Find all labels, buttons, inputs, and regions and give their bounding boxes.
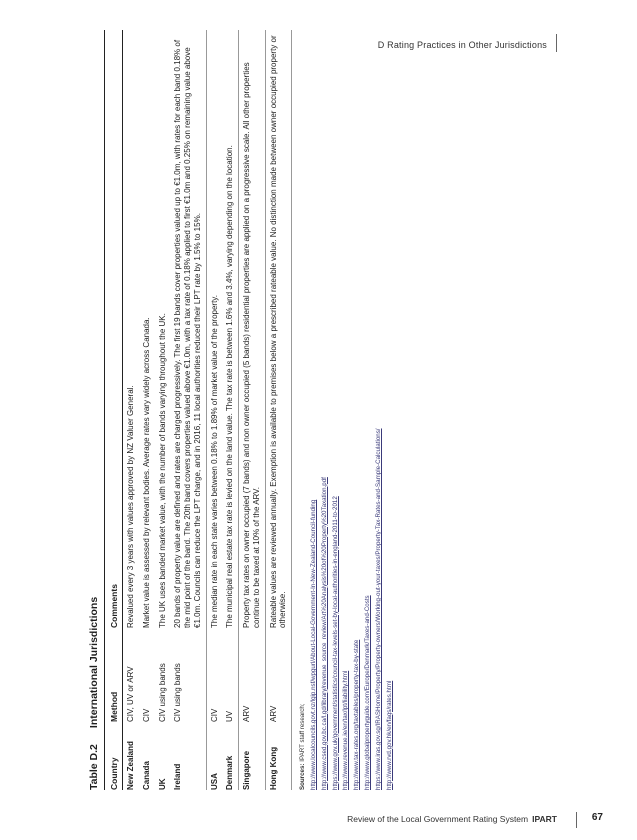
method-cell: CIV, UV or ARV xyxy=(126,666,135,722)
method-cell: CIV using bands xyxy=(157,663,167,722)
source-link[interactable]: http://www.globalpropertyguide.com/Europe/Denmark/Taxes-and-Costs xyxy=(364,595,372,790)
table-row xyxy=(239,30,266,790)
country-cell: New Zealand xyxy=(126,741,135,790)
column-header-country: Country xyxy=(105,722,123,790)
source-link[interactable]: http://www.localcouncils.govt.nz/lgip.nsf/wpgurl/About-Local-Government-In-New-Zealand-Council-funding xyxy=(309,499,317,790)
sources-block xyxy=(298,30,396,790)
sources-heading xyxy=(298,30,309,790)
source-link[interactable]: http://www.tax-rates.org/taxtables/property-tax-by-state xyxy=(353,639,361,790)
table-caption xyxy=(88,30,105,790)
column-header-method: Method xyxy=(105,628,123,722)
sources-label: Sources: xyxy=(299,763,306,790)
source-link[interactable]: https://www.iras.gov.sg/IRASHome/Property/Property-owners/Working-out-your-taxes/Property-Tax-Rates-and-Sample-Calculations/ xyxy=(374,428,382,790)
country-cell: Ireland xyxy=(170,722,206,790)
method-cell: ARV xyxy=(239,628,266,722)
method-cell: CIV xyxy=(141,708,151,722)
table-row xyxy=(206,30,222,790)
comment-cell: Revalued every 3 years with values approved by NZ Valuer General. xyxy=(126,385,135,628)
table-row xyxy=(123,30,139,790)
table-row xyxy=(170,30,206,790)
table-row xyxy=(155,30,171,790)
comment-cell: The median rate in each state varies between 0.18% to 1.89% of market value of the property. xyxy=(209,295,219,628)
jurisdictions-table xyxy=(105,30,292,790)
comment-cell: The municipal real estate tax rate is levied on the land value. The tax rate is between 1.6% and 3.4%, varying depending on the location. xyxy=(222,30,238,628)
country-cell: Denmark xyxy=(222,722,238,790)
table-row xyxy=(139,30,155,790)
country-cell: Canada xyxy=(141,761,151,790)
table-row xyxy=(222,30,238,790)
table-header-row xyxy=(105,30,123,790)
method-cell: CIV xyxy=(209,708,219,722)
column-header-comments: Comments xyxy=(105,30,123,628)
source-link[interactable]: https://www.gov.uk/government/statistics/council-tax-levels-set-by-local-authorities-in-england-2011-to-2012 xyxy=(331,496,339,790)
footer-text: Review of the Local Government Rating System xyxy=(347,814,529,824)
source-link[interactable]: http://www.revenue.ie/en/tax/lpt/liability.html xyxy=(342,670,350,790)
sources-intro: IPART staff research; xyxy=(299,703,306,762)
comment-cell: Property tax rates on owner occupied (7 bands) and non owner occupied (5 bands) residential properties are applied on a progressive scale. All other properties continue to be taxed at 10% of the ARV. xyxy=(239,30,266,628)
method-cell: UV xyxy=(222,628,238,722)
table-row xyxy=(265,30,292,790)
comment-cell: Market value is assessed by relevant bodies. Average rates vary widely across Canada. xyxy=(141,317,151,628)
source-link[interactable]: http://www.csed.gov.bc.ca/l.gd/library/revenue_source_review/Art%20Analysis%20of%20Property%20Taxation.pdf xyxy=(320,477,328,790)
footer-divider xyxy=(576,812,577,828)
table-number: Table D.2 xyxy=(88,744,100,790)
method-cell: CIV using bands xyxy=(170,628,206,722)
source-link[interactable]: http://www.rvd.gov.hk/en/faqs/rates.html xyxy=(385,680,393,790)
country-cell: USA xyxy=(209,773,219,790)
comment-cell: Rateable values are reviewed annually. Exemption is available to premises below a prescribed rateable value. No distinction made between owner occupied property or otherwise. xyxy=(265,30,292,628)
comment-cell: 20 bands of property value are defined and rates are charged progressively. The first 19 bands cover properties valued up to €1.0m, with rates for each band 0.18% of the mid point of the band. The 20th band covers properties valued above €1.0m, with a tax rate of 0.18% applied to first €1.0m and 0.25% on remaining value above €1.0m. Councils can reduce the LPT charge, and in 2016, 11 local authorities reduced their LPT rate by 1.5% to 15%. xyxy=(170,30,206,628)
country-cell: UK xyxy=(157,778,167,790)
comment-cell: The UK uses banded market value, with the number of bands varying throughout the UK. xyxy=(157,313,167,628)
page-number: 67 xyxy=(591,812,603,823)
page-footer xyxy=(347,814,557,824)
running-header: D Rating Practices in Other Jurisdictions xyxy=(377,40,547,50)
footer-brand: IPART xyxy=(532,814,557,824)
rotated-table-area xyxy=(88,30,608,790)
country-cell: Singapore xyxy=(239,722,266,790)
country-cell: Hong Kong xyxy=(265,722,292,790)
method-cell: ARV xyxy=(265,628,292,722)
table-title: International Jurisdictions xyxy=(88,596,100,729)
